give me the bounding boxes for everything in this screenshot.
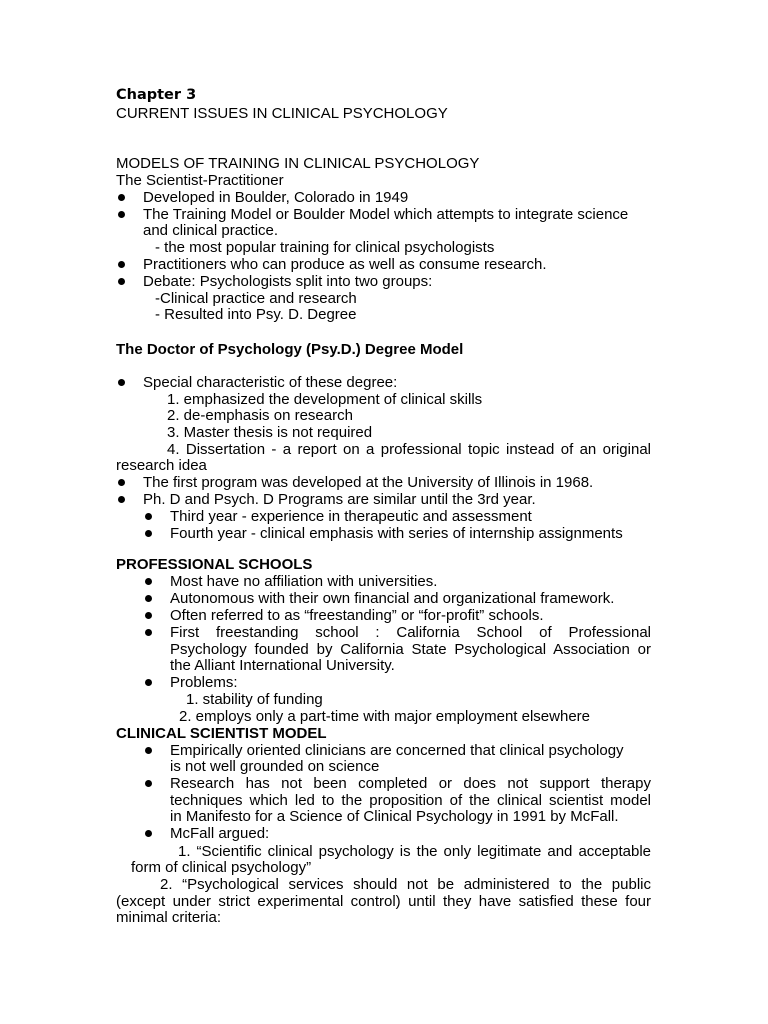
bullet-icon (118, 379, 125, 386)
bullet-icon (145, 629, 152, 636)
list-item: Most have no affiliation with universities. (170, 573, 438, 590)
bullet-icon (145, 530, 152, 537)
bullet-icon (118, 211, 125, 218)
list-subitem: -Clinical practice and research (155, 290, 357, 307)
list-item: Practitioners who can produce as well as consume research. (143, 256, 547, 273)
page-title: CURRENT ISSUES IN CLINICAL PSYCHOLOGY (116, 105, 448, 122)
bullet-icon (145, 830, 152, 837)
list-item-continuation: and clinical practice. (143, 222, 279, 239)
list-item: Special characteristic of these degree: (143, 374, 398, 391)
chapter-label: Chapter 3 (116, 87, 197, 103)
list-subitem: - Resulted into Psy. D. Degree (155, 306, 357, 323)
numbered-item: 1. stability of funding (186, 691, 323, 708)
numbered-item-continuation: form of clinical psychology” (131, 859, 312, 876)
numbered-item: 4. Dissertation - a report on a professional topic instead of an original (167, 441, 651, 458)
bullet-icon (145, 747, 152, 754)
numbered-item-continuation: (except under strict experimental control) until they have satisfied these four (116, 893, 651, 910)
bullet-icon (118, 496, 125, 503)
bullet-icon (145, 780, 152, 787)
list-item: Autonomous with their own financial and organizational framework. (170, 590, 615, 607)
list-item-continuation: the Alliant International University. (170, 657, 395, 674)
list-subitem: Fourth year - clinical emphasis with series of internship assignments (170, 525, 623, 542)
list-item: Often referred to as “freestanding” or “for-profit” schools. (170, 607, 544, 624)
list-item: Problems: (170, 674, 238, 691)
list-item: Ph. D and Psych. D Programs are similar until the 3rd year. (143, 491, 536, 508)
list-item: Research has not been completed or does not support therapy (170, 775, 651, 792)
list-item-continuation: in Manifesto for a Science of Clinical Psychology in 1991 by McFall. (170, 808, 619, 825)
numbered-item: 2. de-emphasis on research (167, 407, 353, 424)
numbered-item-continuation: minimal criteria: (116, 909, 222, 926)
numbered-item-continuation: research idea (116, 457, 207, 474)
list-item-continuation: Psychology founded by California State Psychological Association or (170, 641, 651, 658)
bullet-icon (118, 479, 125, 486)
subheading-scientist-practitioner: The Scientist-Practitioner (116, 172, 284, 189)
numbered-item: 2. employs only a part-time with major employment elsewhere (179, 708, 590, 725)
list-item: Debate: Psychologists split into two groups: (143, 273, 433, 290)
bullet-icon (145, 595, 152, 602)
numbered-item: 3. Master thesis is not required (167, 424, 373, 441)
bullet-icon (145, 578, 152, 585)
section-heading-psyd: The Doctor of Psychology (Psy.D.) Degree Model (116, 341, 464, 358)
list-item: Empirically oriented clinicians are concerned that clinical psychology (170, 742, 624, 759)
list-item: The Training Model or Boulder Model which attempts to integrate science (143, 206, 629, 223)
list-item: First freestanding school : California School of Professional (170, 624, 651, 641)
bullet-icon (145, 679, 152, 686)
list-subitem: - the most popular training for clinical psychologists (155, 239, 495, 256)
list-item: The first program was developed at the University of Illinois in 1968. (143, 474, 594, 491)
bullet-icon (118, 278, 125, 285)
list-item: Developed in Boulder, Colorado in 1949 (143, 189, 409, 206)
bullet-icon (145, 513, 152, 520)
bullet-icon (145, 612, 152, 619)
list-item: McFall argued: (170, 825, 270, 842)
numbered-item: 2. “Psychological services should not be administered to the public (160, 876, 651, 893)
section-heading-clinical-scientist: CLINICAL SCIENTIST MODEL (116, 725, 327, 742)
section-heading-models: MODELS OF TRAINING IN CLINICAL PSYCHOLOGY (116, 155, 480, 172)
bullet-icon (118, 261, 125, 268)
section-heading-professional-schools: PROFESSIONAL SCHOOLS (116, 556, 313, 573)
numbered-item: 1. “Scientific clinical psychology is the only legitimate and acceptable (178, 843, 651, 860)
numbered-item: 1. emphasized the development of clinical skills (167, 391, 483, 408)
list-item-continuation: techniques which led to the proposition of the clinical scientist model (170, 792, 651, 809)
list-item-continuation: is not well grounded on science (170, 758, 380, 775)
bullet-icon (118, 194, 125, 201)
list-subitem: Third year - experience in therapeutic and assessment (170, 508, 532, 525)
